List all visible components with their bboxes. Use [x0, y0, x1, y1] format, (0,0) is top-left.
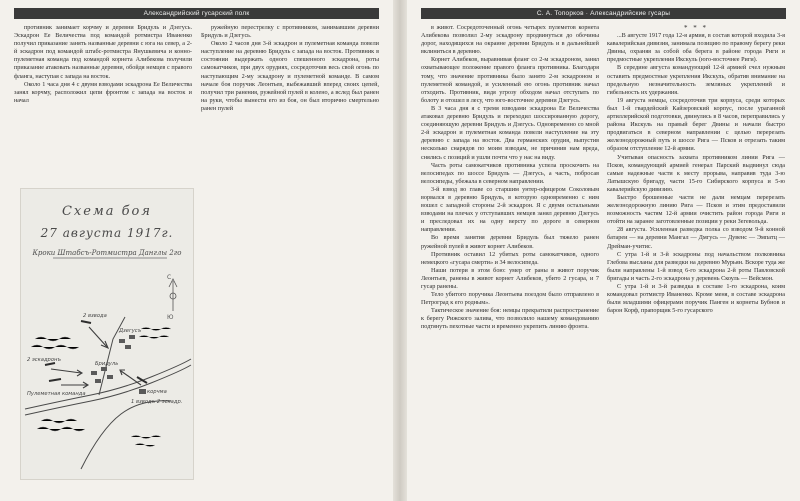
paragraph: Тактическое значение боя: немцы прекратили распространение к берегу Рижского залива, что позволило нашему командованию подтянуть пехотные части и временно укрепить линию фронта.	[421, 307, 599, 331]
korchma-block	[139, 389, 146, 394]
paragraph: 19 августа немцы, сосредоточив три корпуса, среди которых был 1-й гвардейский Кайзеровский корпус, после ураганной артиллерийской подготовки, двинулись в 8 часов, переправились у района Икскуль на правый берег Двины и начали быстро продвигаться в северном направлении с целью перерезать железнодорожный путь и шоссе Рига — Псков и отрезать таким образом отступление 12-й армии.	[607, 96, 785, 153]
label-2-vzvoda: 2 взвода	[83, 313, 107, 319]
label-1-vzvod: 1 взводъ 2 эскадр.	[131, 399, 183, 405]
label-bridul: Бридуль	[95, 361, 119, 367]
battle-sketch	[21, 189, 193, 479]
label-korchma: корчма	[147, 389, 167, 395]
unit-arrows	[51, 327, 141, 388]
paragraph: С утра 1-й и 3-й эскадроны под начальством полковника Глебова высланы для разведки на деревню Мурьян. Вскоре туда же были направлены 1-й взвод 6-го эскадрона 2-й роты Павловской бригады и часть 2-го эскадрона у деревень Скоуль — Вейсмон.	[607, 250, 785, 282]
compass-north: С	[167, 274, 172, 281]
label-pulemet: Пулеметная команда	[27, 391, 86, 397]
paragraph: 3-й взвод во главе со старшим унтер-офицером Соколовым ворвался в деревню Бридуль, в которую одновременно с ним вошел с западной стороны 2-й эскадрон. Я с двумя остальными взводами на плечах у отступавших немцев занял деревню Дзегусь и преследовал их на одну версту по дороге в северном направлении.	[421, 185, 599, 234]
paragraph: Учитывая опасность захвата противником линии Рига — Псков, командующий армией генерал Парский выдвинул сюда самые надежные части к месту прорыва, направив туда 3-ю Латышскую бригаду, части 15-го Сибирского корпуса и 5-ю кавалерийскую дивизию.	[607, 153, 785, 193]
left-column-1	[14, 24, 192, 105]
compass-south: Ю	[167, 314, 174, 321]
paragraph: Часть роты самокатчиков противника успела проскочить на велосипедах по шоссе Бридуль — Дзегусь, а часть, побросав велосипеды, убежала в северном направлении.	[421, 161, 599, 185]
running-head-right: С. А. Топорков · Александрийские гусары	[421, 8, 786, 19]
paragraph: противник занимает корчму и деревни Бридуль и Дзегусь. Эскадрон Ее Величества под командой ротмистра Иваненко получил приказание занять названные деревни с юга на север, а 2-й эскадрон под командой штабс-ротмистра Янушкевича и конно-пулеметная команда под командой корнета Алибекова получили приказание атаковать названные деревни, обойдя немцев с правого фланга, наступая с запада на восток.	[14, 24, 192, 80]
right-column-2	[607, 24, 785, 315]
paragraph: ...В августе 1917 года 12-я армия, в состав которой входила 3-я кавалерийская дивизия, занимала позицию по правому берегу реки Двины, охраняя за собой оба берега в районе города Риги и предмостные укрепления Икскуль (юго-восточнее Риги).	[607, 32, 785, 64]
paragraph: Около 1 часа дня 4 с двумя взводами эскадрона Ее Величества занял корчму, расположил цепи фронтом с запада на восток и начал	[14, 80, 192, 104]
label-dzegus: Дзегусъ	[119, 328, 142, 334]
paragraph: Около 2 часов дня 3-й эскадрон и пулеметная команда повели наступление на деревню Бридуль с запада на восток. Противник в состоянии выдержать одного спешенного эскадрона, роты самокатчиков, при двух орудиях, сосредоточив весь свой огонь по наступающим 2-му эскадрону и пулеметной команде. В самом начале боя поручик Леонтьев, выбежавший вперед своих цепей, получил три ранения, ружейной пулей в колено, а вслед был ранен на руки, чтобы вынести его из боя, он был вторично смертельно ранен пулей	[201, 40, 379, 112]
paragraph: ружейную перестрелку с противником, занимавшим деревни Бридуль и Дзегусь.	[201, 24, 379, 40]
section-divider-stars: * * *	[684, 24, 708, 32]
paragraph: в живот. Сосредоточенный огонь четырех пулеметов корнета Алибекова позволил 2-му эскадрону продвинуться до обочины дорог, находящихся на окраине деревни Бридуль и в дальнейшей вклиниться в деревню.	[421, 24, 599, 56]
right-column-1	[421, 24, 599, 332]
left-page	[0, 0, 393, 501]
sketch-author: Кроки Штабсъ-Ротмистра Данглы 2го	[32, 249, 182, 257]
village-dzegus-blocks	[119, 335, 135, 349]
village-bridul-blocks	[91, 367, 113, 383]
paragraph: Тело убитого поручика Леонтьева поездом было отправлено в Петроград к его родным».	[421, 291, 599, 307]
paragraph: Быстро брошенные части не дали немцам перерезать железнодорожную линию Рига — Псков и этим предоставили возможность частям 12-й армии очистить район города Риги и отойти на заранее заготовленные позиции у реки Зегевольда.	[607, 193, 785, 226]
paragraph: В 3 часа дня я с тремя взводами эскадрона Ее Величества атаковал деревню Бридуль и переходил шоссированную дорогу, соединяющую деревни Бридуль и Дзегусь. Одновременно со мной 2-й эскадрон и пулеметная команда повели наступление на эту деревню с запада на восток. Два германских орудия, выпустив несколько снарядов по моим взводам, не причинив нам вреда, снялись с позиций и ушли почти что у нас на виду.	[421, 104, 599, 161]
paragraph: Противник оставил 12 убитых роты самокатчиков, одного немецкого «гусара смерти» и 34 велосипеда.	[421, 250, 599, 266]
book-gutter	[393, 0, 407, 501]
paragraph: Наши потери в этом бою: умер от раны в живот поручик Леонтьев, ранены в живот корнет Алибеков, убито 2 гусара, и 7 гусар ранены.	[421, 266, 599, 290]
label-2-eskadron: 2 эскадронъ	[27, 357, 62, 363]
right-page	[407, 0, 800, 501]
paragraph: 28 августа. Усиленная разведка полка со взводом 9-й конной батареи — на деревни Мангал — Дмгусь — Дувенс — Эмпатц — Дрейман-учитис.	[607, 226, 785, 250]
paragraph: Во время занятия деревни Бридуль был тяжело ранен ружейной пулей в живот корнет Алибеков.	[421, 234, 599, 250]
paragraph: В середине августа командующий 12-й армией счел нужным оставить предмостные укрепления Икскуль, обратив внимание на предельную незначительность земляных укреплений и гибельность их удержания.	[607, 64, 785, 96]
battle-sketch-figure	[20, 188, 194, 480]
paragraph: Корнет Алибеков, выравнивая фланг со 2-м эскадроном, занял охватывающее положение правого фланга противника. Благодаря тому, что значение противника было занято 2-м эскадроном и пулеметной командой, и усиленный ею огонь противник начал отходить. Противник, видя угрозу обходом начал отступать по болоту и отошел в лесу, что юго-восточнее деревни Дзегусь.	[421, 56, 599, 104]
running-head-left: Александрийский гусарский полк	[14, 8, 379, 19]
sketch-date: 27 августа 1917г.	[40, 226, 174, 240]
paragraph: С утра 1-й и 3-й разведка в составе 1-го эскадрона, коим командовал ротмистр Иваненко. Кроме меня, в составе эскадрона были младшими офицерами поручик Панген и корнеты Бубнов и барон Корф, прапорщик 5-го гусарского	[607, 283, 785, 315]
compass-icon	[169, 279, 177, 311]
sketch-title: Схема боя	[61, 204, 153, 219]
left-column-2	[201, 24, 379, 113]
